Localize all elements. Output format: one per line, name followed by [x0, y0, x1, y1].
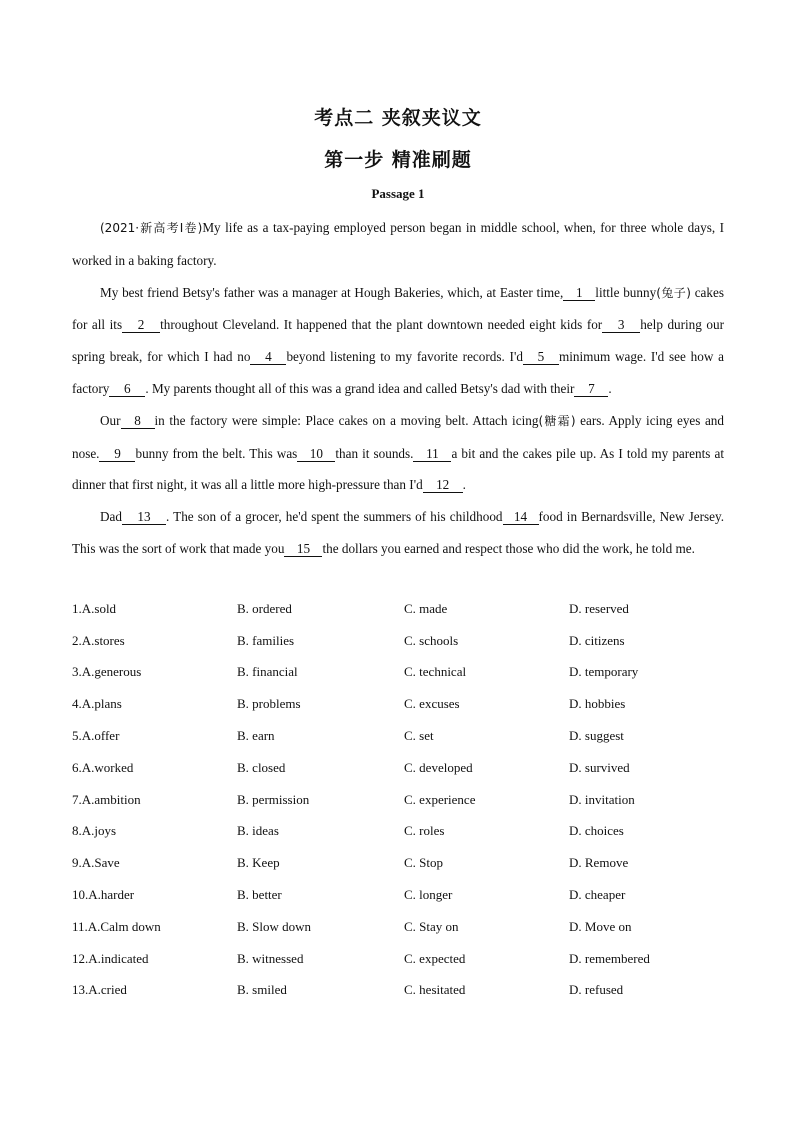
option-d[interactable]: D. invitation	[569, 791, 635, 807]
option-d[interactable]: D. cheaper	[569, 887, 626, 903]
option-b[interactable]: B. smiled	[237, 982, 287, 998]
option-a[interactable]: 11.A.Calm down	[72, 918, 161, 934]
option-a[interactable]: 3.A.generous	[72, 664, 142, 680]
option-a[interactable]: 6.A.worked	[72, 759, 134, 775]
option-d[interactable]: D. survived	[569, 759, 630, 775]
paragraph-3	[72, 405, 724, 501]
chinese-gloss: (糖霜)	[538, 413, 576, 428]
option-row-8	[72, 816, 724, 848]
option-b[interactable]: B. better	[237, 887, 282, 903]
option-row-4	[72, 688, 724, 720]
text-run: Dad	[100, 509, 122, 525]
option-c[interactable]: C. excuses	[404, 696, 460, 712]
text-run: .	[462, 477, 466, 493]
blank-1[interactable]: 1	[563, 286, 595, 301]
option-c[interactable]: C. hesitated	[404, 982, 466, 998]
option-b[interactable]: B. Slow down	[237, 918, 312, 934]
option-row-12	[72, 943, 724, 975]
text-run: throughout Cleveland. It happened that the plant downtown needed eight kids for	[160, 317, 603, 333]
option-d[interactable]: D. choices	[569, 823, 624, 839]
option-d[interactable]: D. suggest	[569, 728, 624, 744]
option-a[interactable]: 5.A.offer	[72, 728, 120, 744]
option-c[interactable]: C. schools	[404, 632, 459, 648]
option-b[interactable]: B. Keep	[237, 855, 280, 871]
option-d[interactable]: D. remembered	[569, 950, 650, 966]
option-a[interactable]: 10.A.harder	[72, 887, 135, 903]
option-row-2	[72, 625, 724, 657]
text-run: the dollars you earned and respect those who did the work, he told me.	[322, 540, 695, 556]
source-label: (2021·新高考Ⅰ卷)	[100, 221, 203, 235]
blank-3[interactable]: 3	[602, 318, 640, 333]
option-a[interactable]: 1.A.sold	[72, 600, 117, 616]
option-b[interactable]: B. ordered	[237, 600, 292, 616]
section-subtitle: 第一步 精准刷题	[324, 149, 472, 171]
option-d[interactable]: D. Remove	[569, 855, 629, 871]
option-a[interactable]: 2.A.stores	[72, 632, 125, 648]
blank-7[interactable]: 7	[574, 382, 608, 397]
option-row-3	[72, 657, 724, 689]
blank-8[interactable]: 8	[121, 414, 155, 429]
option-d[interactable]: D. hobbies	[569, 696, 626, 712]
text-run: than it sounds.	[335, 445, 414, 461]
option-row-10	[72, 879, 724, 911]
passage-body	[72, 212, 724, 565]
option-row-11	[72, 911, 724, 943]
text-run: minimum wage. I'd see how a factory	[72, 349, 724, 396]
page-title: 考点二 夹叙夹议文	[314, 107, 482, 129]
option-d[interactable]: D. Move on	[569, 918, 632, 934]
text-run: little bunny	[595, 284, 657, 300]
option-a[interactable]: 9.A.Save	[72, 855, 120, 871]
option-c[interactable]: C. set	[404, 728, 434, 744]
blank-14[interactable]: 14	[503, 510, 539, 525]
option-c[interactable]: C. expected	[404, 950, 466, 966]
blank-13[interactable]: 13	[122, 510, 166, 525]
paragraph-1	[72, 212, 724, 277]
text-run: ears. Apply icing eyes and nose.	[72, 412, 724, 461]
option-b[interactable]: B. problems	[237, 696, 301, 712]
text-run: help during our spring break, for which I had no	[72, 317, 724, 365]
text-run: Our	[100, 412, 121, 428]
blank-4[interactable]: 4	[250, 350, 286, 365]
text-run: a bit and the cakes pile up. As I told my parents at dinner that first night, it was all a little more high-pressure than I'd	[72, 445, 724, 493]
text-run: in the factory were simple: Place cakes on a moving belt. Attach icing	[154, 412, 539, 428]
option-b[interactable]: B. ideas	[237, 823, 279, 839]
option-row-9	[72, 847, 724, 879]
blank-5[interactable]: 5	[523, 350, 559, 365]
option-c[interactable]: C. made	[404, 600, 448, 616]
option-a[interactable]: 4.A.plans	[72, 696, 122, 712]
option-a[interactable]: 12.A.indicated	[72, 950, 149, 966]
option-c[interactable]: C. technical	[404, 664, 467, 680]
text-run: .	[608, 380, 612, 396]
blank-2[interactable]: 2	[122, 318, 160, 333]
text-run: bunny from the belt. This was	[135, 445, 298, 461]
option-a[interactable]: 8.A.joys	[72, 823, 117, 839]
option-a[interactable]: 7.A.ambition	[72, 791, 141, 807]
option-c[interactable]: C. roles	[404, 823, 445, 839]
blank-11[interactable]: 11	[413, 447, 451, 462]
text-run: beyond listening to my favorite records. I'd	[286, 349, 523, 365]
option-c[interactable]: C. experience	[404, 791, 476, 807]
option-c[interactable]: C. Stop	[404, 855, 444, 871]
option-d[interactable]: D. citizens	[569, 632, 625, 648]
option-b[interactable]: B. closed	[237, 759, 286, 775]
option-c[interactable]: C. developed	[404, 759, 473, 775]
option-a[interactable]: 13.A.cried	[72, 982, 127, 998]
option-row-5	[72, 720, 724, 752]
option-b[interactable]: B. permission	[237, 791, 310, 807]
option-b[interactable]: B. financial	[237, 664, 298, 680]
blank-6[interactable]: 6	[109, 382, 145, 397]
text-run: . The son of a grocer, he'd spent the summers of his childhood	[165, 509, 503, 525]
option-row-1	[72, 593, 724, 625]
blank-10[interactable]: 10	[297, 447, 335, 462]
option-row-6	[72, 752, 724, 784]
blank-12[interactable]: 12	[423, 478, 463, 493]
option-b[interactable]: B. earn	[237, 728, 275, 744]
option-row-13	[72, 975, 724, 1007]
option-d[interactable]: D. refused	[569, 982, 624, 998]
option-c[interactable]: C. Stay on	[404, 918, 459, 934]
passage-label: Passage 1	[371, 186, 425, 201]
option-row-7	[72, 784, 724, 816]
answer-options	[72, 593, 724, 1006]
chinese-gloss: (兔子)	[656, 285, 691, 300]
text-run: cakes for all its	[72, 284, 724, 333]
paragraph-text: My life as a tax-paying employed person began in middle school, when, for three whole days, I worked in a baking factory.	[72, 220, 724, 268]
option-d[interactable]: D. reserved	[569, 600, 629, 616]
option-b[interactable]: B. families	[237, 632, 295, 648]
text-run: food in Bernardsville, New Jersey. This was the sort of work that made you	[72, 509, 725, 556]
blank-15[interactable]: 15	[284, 542, 322, 557]
option-d[interactable]: D. temporary	[569, 664, 639, 680]
option-b[interactable]: B. witnessed	[237, 950, 304, 966]
text-run: . My parents thought all of this was a grand idea and called Betsy's dad with their	[145, 380, 575, 396]
text-run: My best friend Betsy's father was a manager at Hough Bakeries, which, at Easter time,	[100, 284, 564, 300]
option-c[interactable]: C. longer	[404, 887, 453, 903]
paragraph-2	[72, 277, 724, 405]
blank-9[interactable]: 9	[99, 447, 135, 462]
paragraph-4	[72, 501, 724, 565]
